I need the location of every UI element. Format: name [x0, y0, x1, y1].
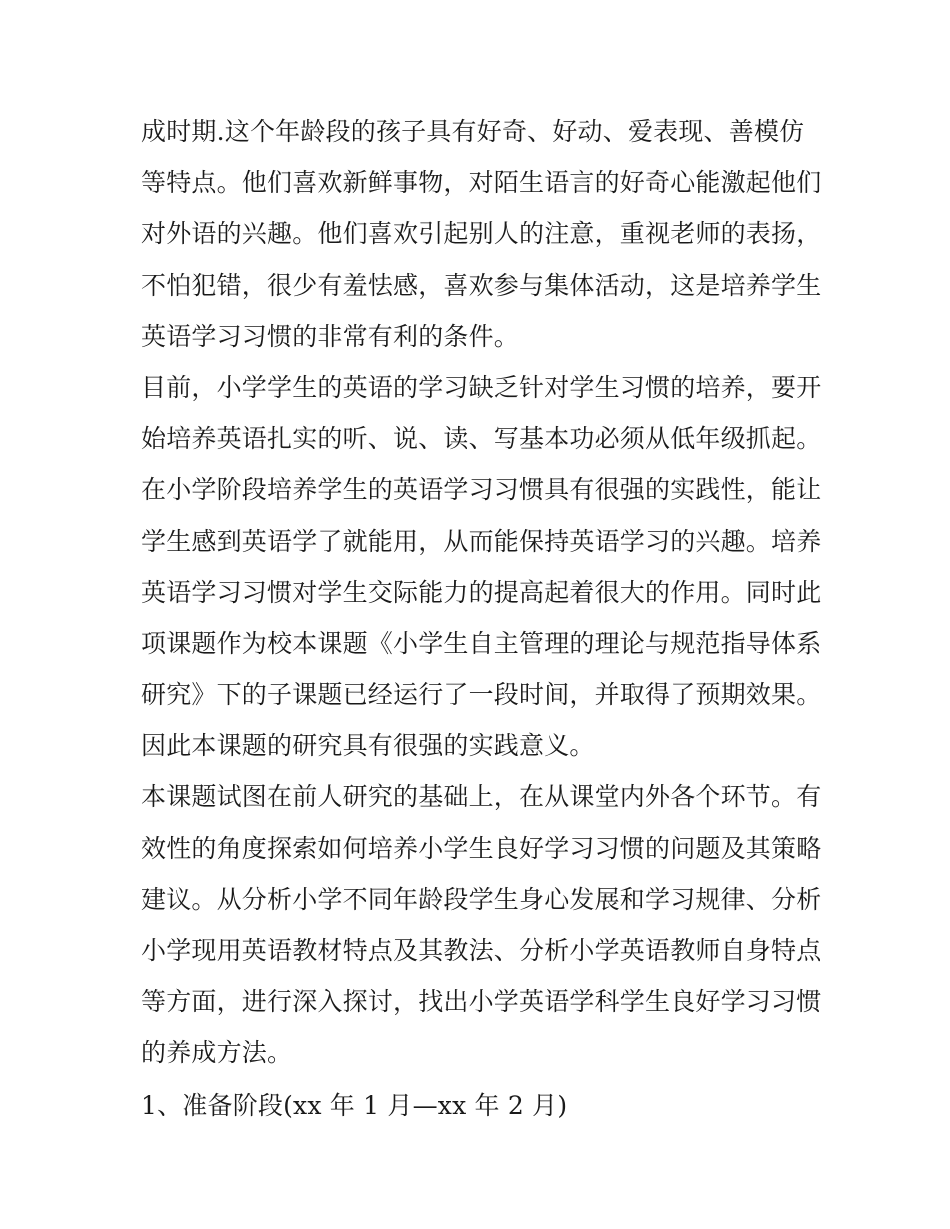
text-line-8: 在小学阶段培养学生的英语学习习惯具有很强的实践性，能让	[141, 475, 822, 505]
text-line-1: 成时期.这个年龄段的孩子具有好奇、好动、爱表现、善模仿	[141, 117, 805, 146]
text-line-11: 项课题作为校本课题《小学生自主管理的理论与规范指导体系	[141, 628, 822, 658]
text-line-6: 目前，小学学生的英语的学习缺乏针对学生习惯的培养，要开	[141, 372, 822, 402]
text-line-9: 学生感到英语学了就能用，从而能保持英语学习的兴趣。培养	[141, 526, 822, 556]
text-line-5: 英语学习习惯的非常有利的条件。	[141, 321, 520, 351]
text-line-15: 效性的角度探索如何培养小学生良好学习习惯的问题及其策略	[141, 833, 822, 863]
text-line-14: 本课题试图在前人研究的基础上，在从课堂内外各个环节。有	[141, 782, 822, 812]
text-line-16: 建议。从分析小学不同年龄段学生身心发展和学习规律、分析	[141, 884, 822, 914]
text-line-10: 英语学习习惯对学生交际能力的提高起着很大的作用。同时此	[141, 577, 822, 607]
text-line-13: 因此本课题的研究具有很强的实践意义。	[141, 731, 595, 761]
section-heading: 1、准备阶段(xx 年 1 月—xx 年 2 月)	[141, 1090, 568, 1120]
text-line-4: 不怕犯错，很少有羞怯感，喜欢参与集体活动，这是培养学生	[141, 270, 822, 300]
body-text	[141, 106, 821, 1133]
text-line-7: 始培养英语扎实的听、说、读、写基本功必须从低年级抓起。	[141, 424, 822, 454]
text-line-3: 对外语的兴趣。他们喜欢引起别人的注意，重视老师的表扬，	[141, 219, 822, 249]
text-line-12: 研究》下的子课题已经运行了一段时间，并取得了预期效果。	[141, 680, 822, 710]
text-line-19: 的养成方法。	[141, 1038, 293, 1068]
text-line-17: 小学现用英语教材特点及其教法、分析小学英语教师自身特点	[141, 936, 822, 965]
text-line-18: 等方面，进行深入探讨，找出小学英语学科学生良好学习习惯	[141, 987, 822, 1017]
text-line-2: 等特点。他们喜欢新鲜事物，对陌生语言的好奇心能激起他们	[141, 168, 822, 198]
